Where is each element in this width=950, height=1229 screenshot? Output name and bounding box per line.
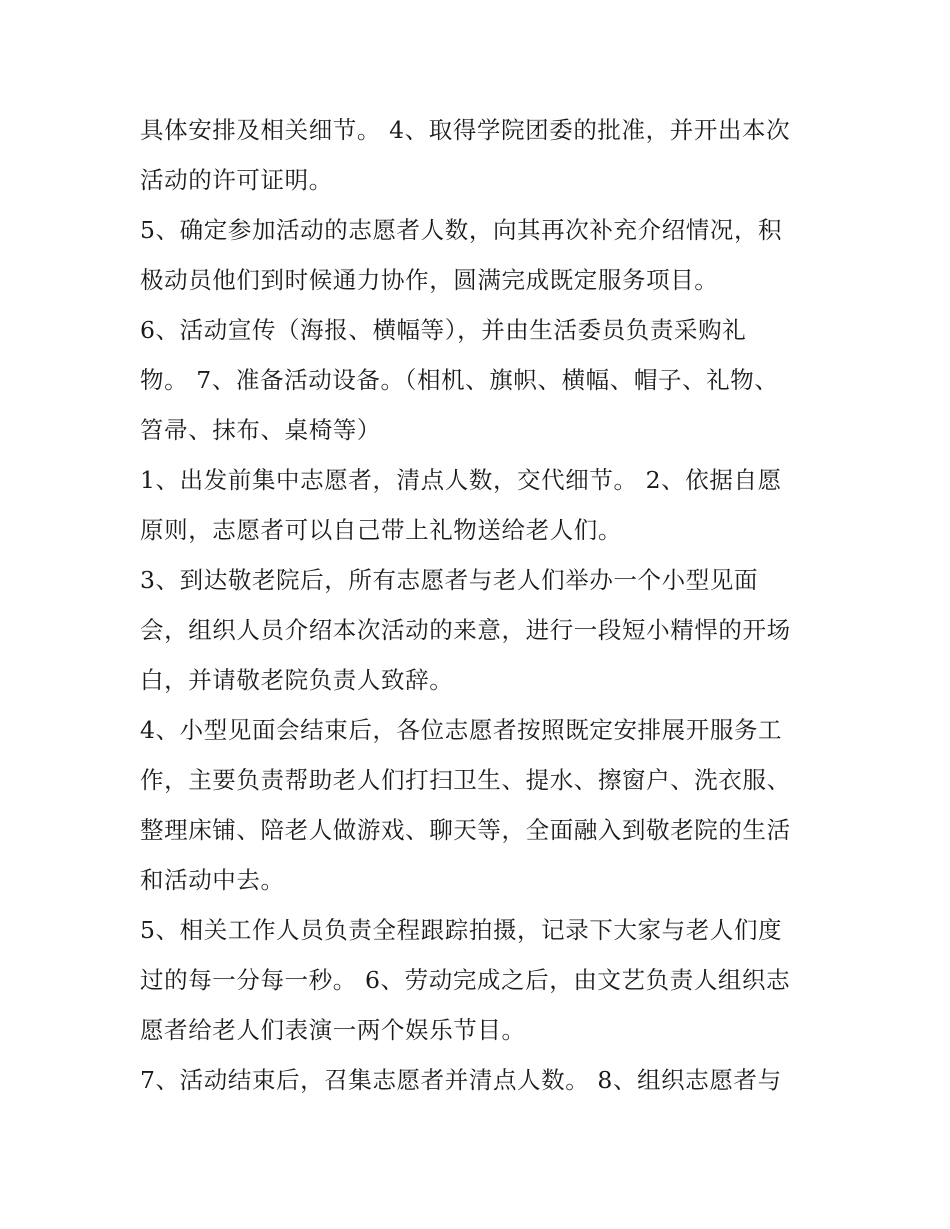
text-line: 过的每一分每一秒。 6、劳动完成之后，由文艺负责人组织志 <box>140 966 791 994</box>
text-line: 5、确定参加活动的志愿者人数，向其再次补充介绍情况，积 <box>140 216 783 244</box>
text-line: 笤帚、抹布、桌椅等） <box>140 416 381 444</box>
text-line: 物。 7、准备活动设备。（相机、旗帜、横幅、帽子、礼物、 <box>140 366 779 394</box>
text-line: 7、活动结束后，召集志愿者并清点人数。 8、组织志愿者与 <box>140 1066 782 1094</box>
text-line: 4、小型见面会结束后，各位志愿者按照既定安排展开服务工 <box>140 716 783 744</box>
text-line: 3、到达敬老院后，所有志愿者与老人们举办一个小型见面 <box>140 566 759 594</box>
text-line: 具体安排及相关细节。 4、取得学院团委的批准，并开出本次 <box>140 116 791 144</box>
text-line: 愿者给老人们表演一两个娱乐节目。 <box>140 1016 526 1044</box>
text-line: 会，组织人员介绍本次活动的来意，进行一段短小精悍的开场 <box>140 616 791 644</box>
text-line: 作，主要负责帮助老人们打扫卫生、提水、擦窗户、洗衣服、 <box>140 766 791 794</box>
text-line: 整理床铺、陪老人做游戏、聊天等，全面融入到敬老院的生活 <box>140 816 791 844</box>
text-line: 极动员他们到时候通力协作，圆满完成既定服务项目。 <box>140 266 719 294</box>
text-line: 和活动中去。 <box>140 866 285 894</box>
text-line: 原则，志愿者可以自己带上礼物送给老人们。 <box>140 516 622 544</box>
text-line: 白，并请敬老院负责人致辞。 <box>140 666 454 694</box>
text-line: 1、出发前集中志愿者，清点人数，交代细节。 2、依据自愿 <box>140 466 782 494</box>
text-line: 活动的许可证明。 <box>140 166 333 194</box>
text-line: 6、活动宣传（海报、横幅等），并由生活委员负责采购礼 <box>140 316 747 344</box>
text-line: 5、相关工作人员负责全程跟踪拍摄，记录下大家与老人们度 <box>140 916 783 944</box>
